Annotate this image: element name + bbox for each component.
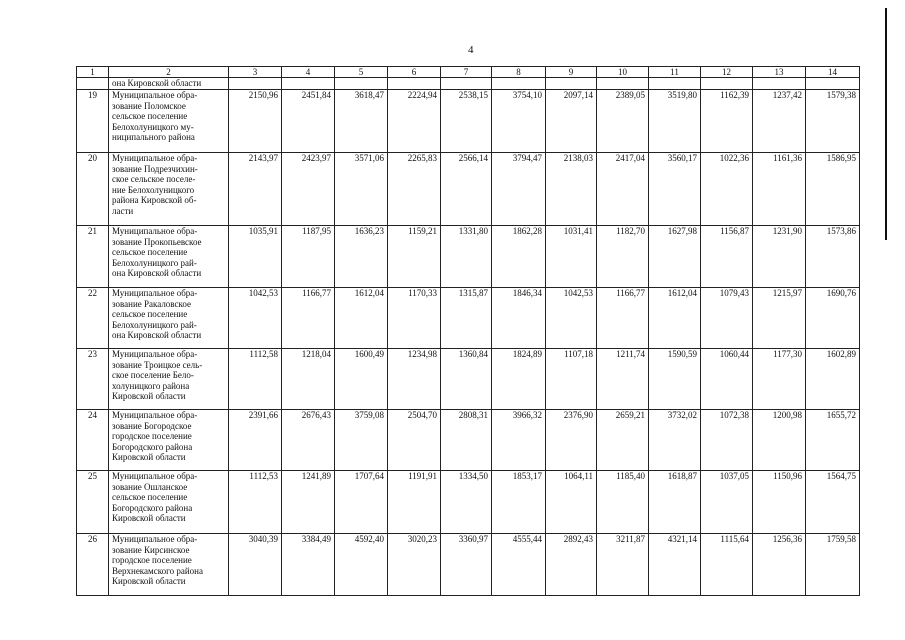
- value-cell: 2538,15: [441, 90, 492, 153]
- table-row: [77, 471, 860, 534]
- table-row: [77, 288, 860, 349]
- value-cell: 3360,97: [441, 534, 492, 596]
- value-cell: 3020,23: [388, 534, 441, 596]
- value-cell: 2097,14: [546, 90, 597, 153]
- continued-name-cell: она Кировской области: [109, 78, 229, 90]
- row-number-cell: 25: [77, 471, 109, 534]
- value-cell: 3794,47: [492, 153, 546, 226]
- municipality-name-cell: Муниципальное обра- зование Подрезчихин- ское сельское поселе- ние Белохолуницкого района Кировской об- ласти: [109, 153, 229, 226]
- value-cell: 1060,44: [701, 349, 753, 410]
- value-cell: 3571,06: [335, 153, 388, 226]
- table-row: [77, 410, 860, 471]
- row-number-cell: 20: [77, 153, 109, 226]
- value-cell: 1177,30: [753, 349, 806, 410]
- value-cell: 1115,64: [701, 534, 753, 596]
- value-cell: 1159,21: [388, 226, 441, 288]
- row-number-cell: 22: [77, 288, 109, 349]
- value-cell: 1064,11: [546, 471, 597, 534]
- value-cell: 1636,23: [335, 226, 388, 288]
- column-number-cell: 6: [388, 67, 441, 78]
- value-cell: 1612,04: [649, 288, 701, 349]
- value-cell: 2138,03: [546, 153, 597, 226]
- value-cell: 1170,33: [388, 288, 441, 349]
- column-number-cell: 7: [441, 67, 492, 78]
- value-cell: 1655,72: [806, 410, 860, 471]
- value-cell: 1112,53: [229, 471, 282, 534]
- municipality-name-cell: Муниципальное обра- зование Поломское сельское поселение Белохолуницкого му- ниципального района: [109, 90, 229, 153]
- value-cell: 2659,21: [597, 410, 649, 471]
- margin-line: [885, 8, 887, 240]
- value-cell: 2566,14: [441, 153, 492, 226]
- value-cell: 1612,04: [335, 288, 388, 349]
- value-cell: 1241,89: [282, 471, 335, 534]
- value-cell: 1627,98: [649, 226, 701, 288]
- value-cell: 3618,47: [335, 90, 388, 153]
- value-cell: [282, 78, 335, 90]
- value-cell: 1211,74: [597, 349, 649, 410]
- value-cell: 1579,38: [806, 90, 860, 153]
- column-number-cell: 9: [546, 67, 597, 78]
- value-cell: 1707,64: [335, 471, 388, 534]
- municipality-name-cell: Муниципальное обра- зование Богородское городское поселение Богородского района Кировской области: [109, 410, 229, 471]
- table-row: [77, 349, 860, 410]
- column-number-cell: 3: [229, 67, 282, 78]
- column-number-cell: 5: [335, 67, 388, 78]
- value-cell: [753, 78, 806, 90]
- column-number-cell: 8: [492, 67, 546, 78]
- value-cell: 4321,14: [649, 534, 701, 596]
- value-cell: 1042,53: [229, 288, 282, 349]
- value-cell: 1237,42: [753, 90, 806, 153]
- table-row: [77, 226, 860, 288]
- value-cell: 1334,50: [441, 471, 492, 534]
- value-cell: 1586,95: [806, 153, 860, 226]
- column-number-cell: 11: [649, 67, 701, 78]
- value-cell: 1331,80: [441, 226, 492, 288]
- value-cell: 1037,05: [701, 471, 753, 534]
- page-number: 4: [468, 44, 474, 56]
- value-cell: [441, 78, 492, 90]
- value-cell: [649, 78, 701, 90]
- value-cell: 4555,44: [492, 534, 546, 596]
- municipality-name-cell: Муниципальное обра- зование Ракаловское сельское поселение Белохолуницкого рай- она Кировской области: [109, 288, 229, 349]
- value-cell: 1035,91: [229, 226, 282, 288]
- value-cell: 2376,90: [546, 410, 597, 471]
- value-cell: 1150,96: [753, 471, 806, 534]
- continued-row: [77, 78, 860, 90]
- row-number-cell: 19: [77, 90, 109, 153]
- value-cell: [335, 78, 388, 90]
- column-number-cell: 4: [282, 67, 335, 78]
- value-cell: 1042,53: [546, 288, 597, 349]
- value-cell: 1360,84: [441, 349, 492, 410]
- column-number-cell: 12: [701, 67, 753, 78]
- value-cell: 1079,43: [701, 288, 753, 349]
- value-cell: 3966,32: [492, 410, 546, 471]
- value-cell: 1231,90: [753, 226, 806, 288]
- value-cell: 1162,39: [701, 90, 753, 153]
- row-number-cell: 24: [77, 410, 109, 471]
- value-cell: 2150,96: [229, 90, 282, 153]
- column-number-cell: 2: [109, 67, 229, 78]
- value-cell: [701, 78, 753, 90]
- value-cell: 3754,10: [492, 90, 546, 153]
- value-cell: 3732,02: [649, 410, 701, 471]
- value-cell: 3384,49: [282, 534, 335, 596]
- column-number-cell: 13: [753, 67, 806, 78]
- value-cell: 1573,86: [806, 226, 860, 288]
- value-cell: 1107,18: [546, 349, 597, 410]
- row-number-cell: 23: [77, 349, 109, 410]
- value-cell: [597, 78, 649, 90]
- value-cell: 1161,36: [753, 153, 806, 226]
- value-cell: 1022,36: [701, 153, 753, 226]
- value-cell: 1862,28: [492, 226, 546, 288]
- column-number-cell: 14: [806, 67, 860, 78]
- value-cell: 2265,83: [388, 153, 441, 226]
- value-cell: [229, 78, 282, 90]
- value-cell: 3519,80: [649, 90, 701, 153]
- table-row: [77, 153, 860, 226]
- value-cell: 1112,58: [229, 349, 282, 410]
- value-cell: 3560,17: [649, 153, 701, 226]
- data-table: [76, 66, 860, 596]
- value-cell: 1824,89: [492, 349, 546, 410]
- municipality-name-cell: Муниципальное обра- зование Троицкое сель- ское поселение Бело- холуницкого района Кировской области: [109, 349, 229, 410]
- value-cell: 1256,36: [753, 534, 806, 596]
- row-number-cell: 21: [77, 226, 109, 288]
- value-cell: 2676,43: [282, 410, 335, 471]
- value-cell: 1182,70: [597, 226, 649, 288]
- value-cell: 1166,77: [282, 288, 335, 349]
- table-row: [77, 90, 860, 153]
- value-cell: 1156,87: [701, 226, 753, 288]
- value-cell: 4592,40: [335, 534, 388, 596]
- table-row: [77, 534, 860, 596]
- table-body: [77, 67, 860, 596]
- row-number-cell: 26: [77, 534, 109, 596]
- municipality-name-cell: Муниципальное обра- зование Прокопьевское сельское поселение Белохолуницкого рай- она Кировской области: [109, 226, 229, 288]
- value-cell: 2808,31: [441, 410, 492, 471]
- value-cell: 2892,43: [546, 534, 597, 596]
- value-cell: [492, 78, 546, 90]
- value-cell: 1200,98: [753, 410, 806, 471]
- value-cell: 1602,89: [806, 349, 860, 410]
- header-row: [77, 67, 860, 78]
- value-cell: 1759,58: [806, 534, 860, 596]
- value-cell: 1853,17: [492, 471, 546, 534]
- value-cell: 2423,97: [282, 153, 335, 226]
- value-cell: 1191,91: [388, 471, 441, 534]
- value-cell: 1031,41: [546, 226, 597, 288]
- value-cell: 3040,39: [229, 534, 282, 596]
- value-cell: 2224,94: [388, 90, 441, 153]
- value-cell: 1072,38: [701, 410, 753, 471]
- value-cell: 2389,05: [597, 90, 649, 153]
- value-cell: 3211,87: [597, 534, 649, 596]
- column-number-cell: 1: [77, 67, 109, 78]
- value-cell: 1564,75: [806, 471, 860, 534]
- value-cell: 1600,49: [335, 349, 388, 410]
- value-cell: 1690,76: [806, 288, 860, 349]
- value-cell: [388, 78, 441, 90]
- column-number-cell: 10: [597, 67, 649, 78]
- value-cell: [806, 78, 860, 90]
- value-cell: 2504,70: [388, 410, 441, 471]
- value-cell: 2417,04: [597, 153, 649, 226]
- value-cell: 1234,98: [388, 349, 441, 410]
- value-cell: 1187,95: [282, 226, 335, 288]
- value-cell: 2143,97: [229, 153, 282, 226]
- value-cell: 1590,59: [649, 349, 701, 410]
- value-cell: 1218,04: [282, 349, 335, 410]
- value-cell: 2451,84: [282, 90, 335, 153]
- value-cell: 3759,08: [335, 410, 388, 471]
- value-cell: 1846,34: [492, 288, 546, 349]
- value-cell: 1166,77: [597, 288, 649, 349]
- value-cell: 1618,87: [649, 471, 701, 534]
- row-number-cell: [77, 78, 109, 90]
- value-cell: 1215,97: [753, 288, 806, 349]
- municipality-name-cell: Муниципальное обра- зование Кирсинское городское поселение Верхнекамского района Кировской области: [109, 534, 229, 596]
- municipality-name-cell: Муниципальное обра- зование Ошланское сельское поселение Богородского района Кировской области: [109, 471, 229, 534]
- value-cell: 1315,87: [441, 288, 492, 349]
- value-cell: 1185,40: [597, 471, 649, 534]
- value-cell: 2391,66: [229, 410, 282, 471]
- value-cell: [546, 78, 597, 90]
